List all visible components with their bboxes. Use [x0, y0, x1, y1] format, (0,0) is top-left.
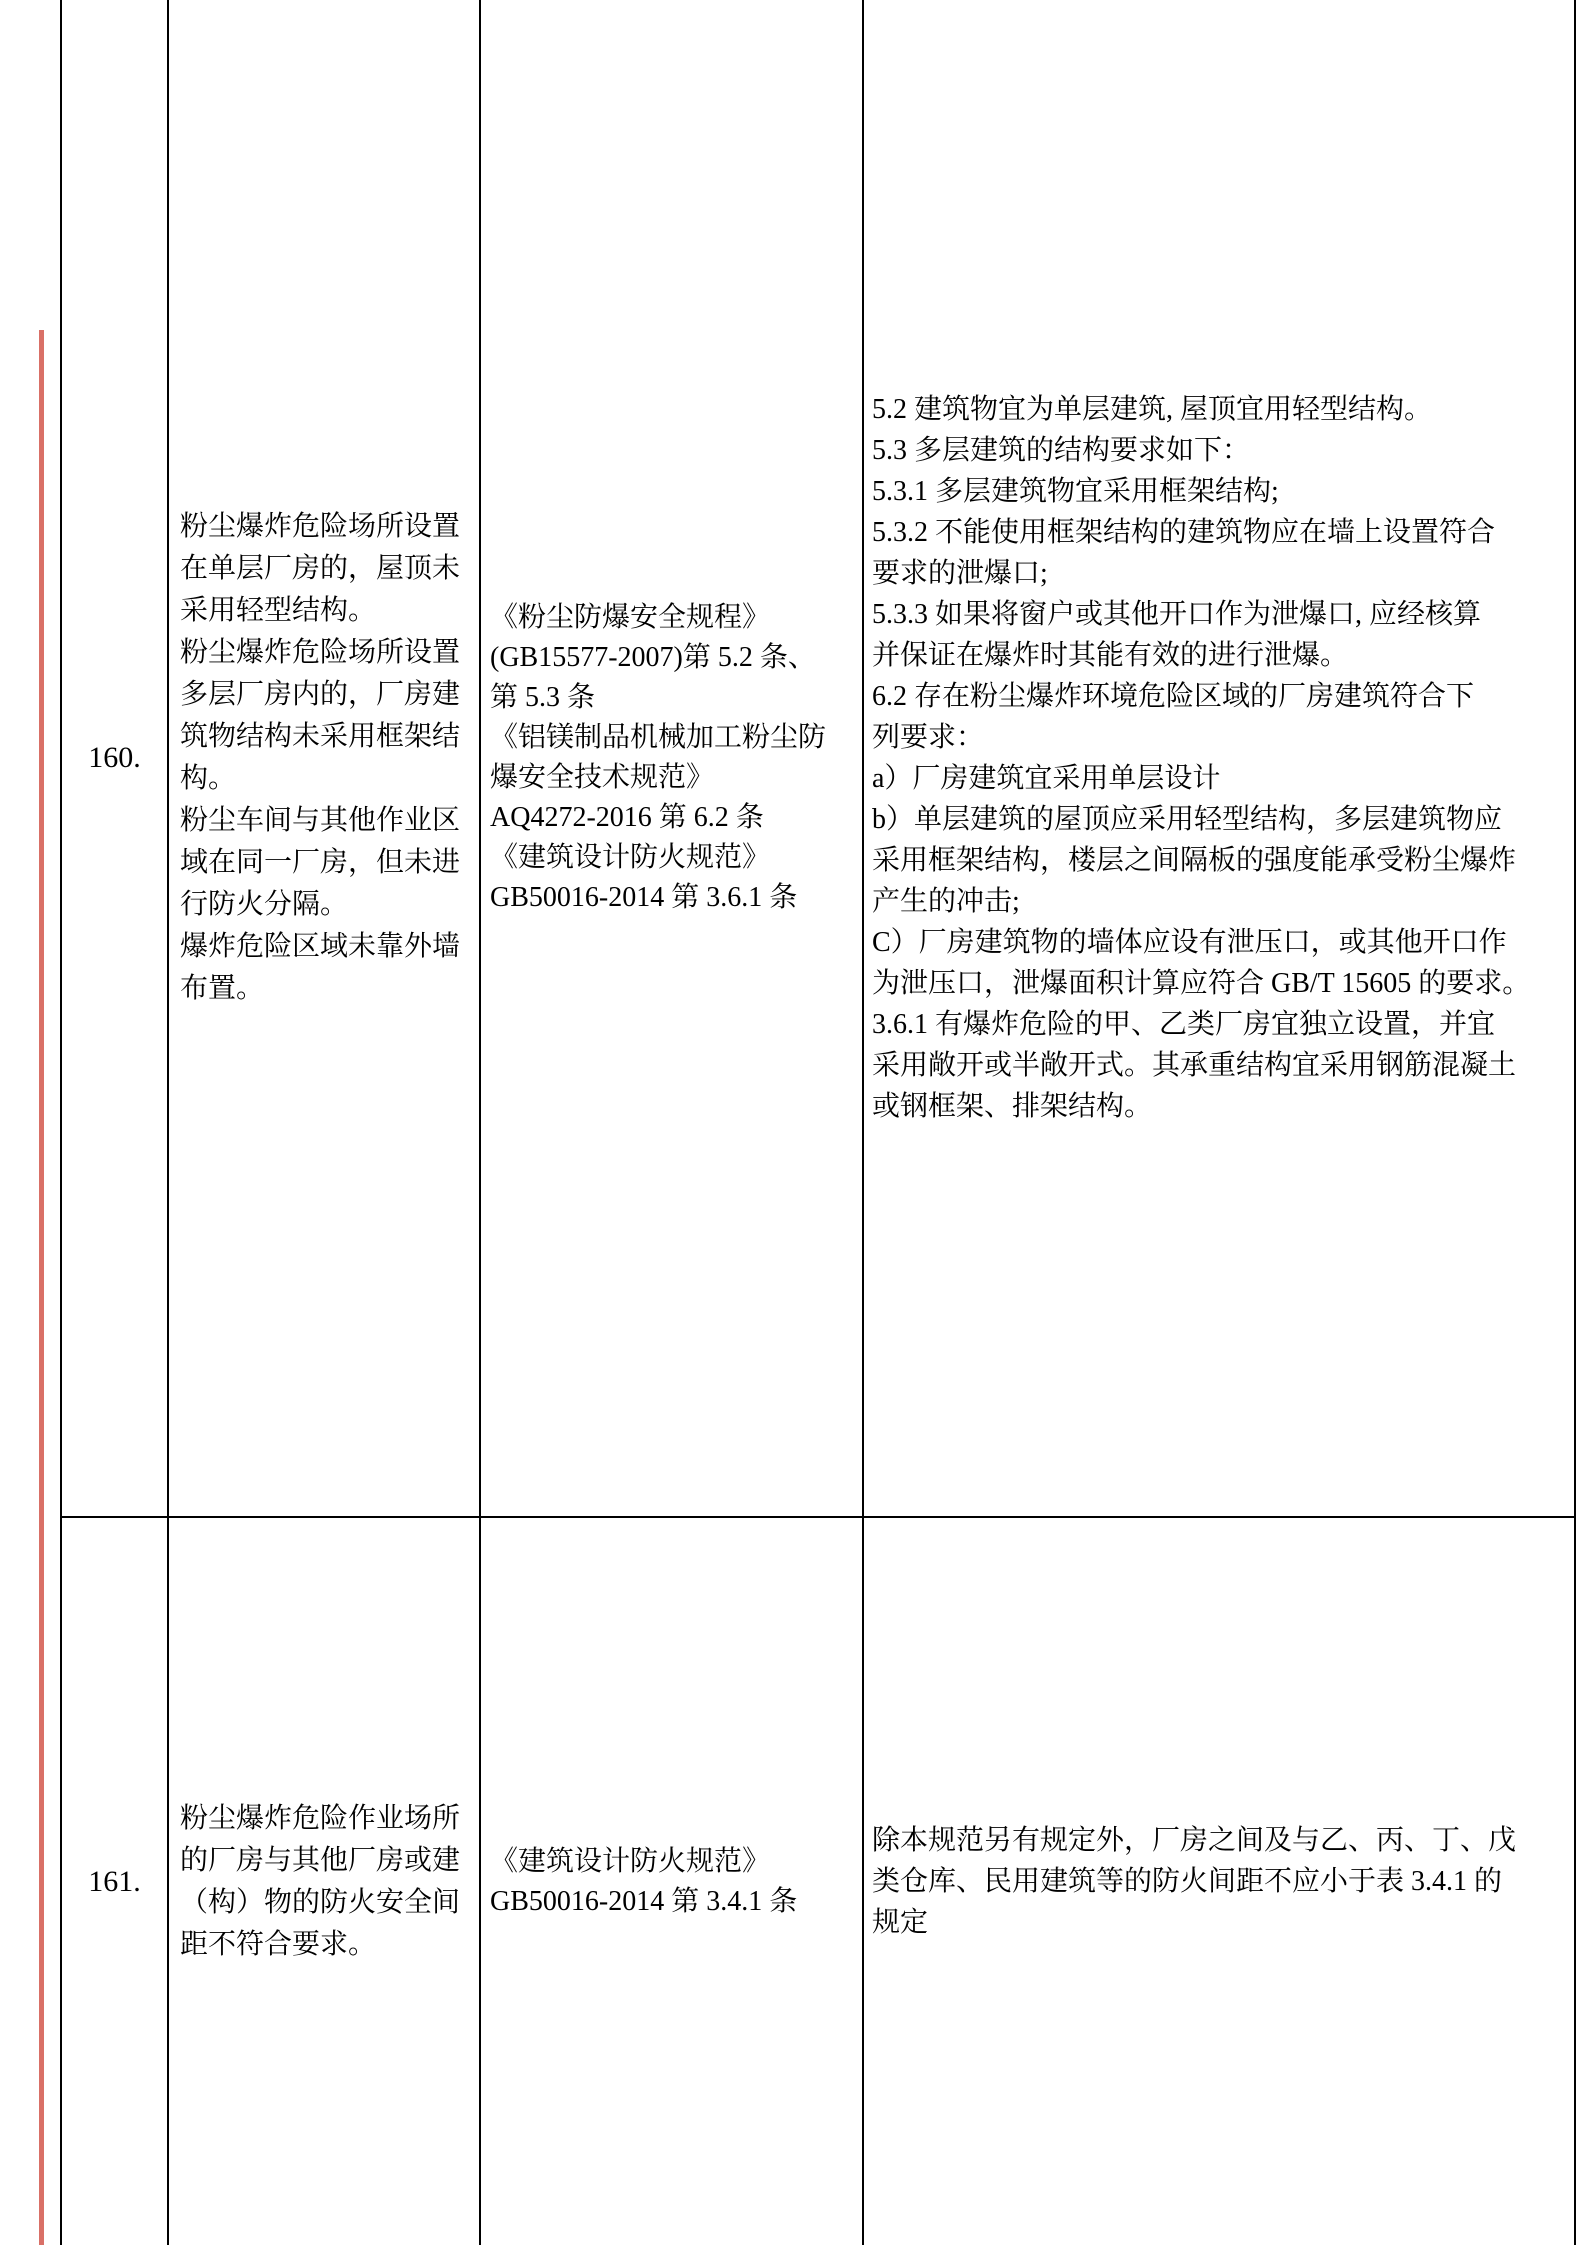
text-line: 列要求：	[872, 722, 985, 753]
text-line: 并保证在爆炸时其能有效的进行泄爆。	[872, 640, 1349, 671]
text-line: 第 5.3 条	[490, 682, 596, 713]
text-line: 要求的泄爆口;	[872, 558, 1048, 589]
text-line: 除本规范另有规定外，厂房之间及与乙、丙、丁、戊	[872, 1825, 1517, 1856]
text-line: 多层厂房内的，厂房建	[180, 679, 461, 710]
row-161-index-cell	[60, 1518, 167, 2245]
row-index: 160.	[88, 741, 141, 774]
text-line: GB50016-2014 第 3.6.1 条	[490, 882, 798, 913]
text-line: （构）物的防火安全间	[180, 1886, 461, 1918]
text-line: 类仓库、民用建筑等的防火间距不应小于表 3.4.1 的	[872, 1866, 1503, 1897]
text-line: 粉尘爆炸危险场所设置	[180, 511, 461, 542]
text-line: 或钢框架、排架结构。	[872, 1091, 1153, 1122]
text-line: 距不符合要求。	[180, 1928, 377, 1960]
text-line: 粉尘车间与其他作业区	[180, 805, 461, 836]
text-line: 6.2 存在粉尘爆炸环境危险区域的厂房建筑符合下	[872, 681, 1475, 712]
row-160-description-cell	[167, 0, 479, 1518]
text-line: 5.3.1 多层建筑物宜采用框架结构;	[872, 476, 1279, 507]
row-161-references-cell	[479, 1518, 862, 2245]
row-160-index-cell	[60, 0, 167, 1518]
text-line: GB50016-2014 第 3.4.1 条	[490, 1885, 798, 1917]
text-line: 产生的冲击;	[872, 886, 1020, 917]
text-line: 采用框架结构，楼层之间隔板的强度能承受粉尘爆炸	[872, 845, 1517, 876]
text-line: 5.3 多层建筑的结构要求如下：	[872, 435, 1251, 466]
text-line: 为泄压口，泄爆面积计算应符合 GB/T 15605 的要求。	[872, 968, 1531, 999]
text-line: 筑物结构未采用框架结	[180, 721, 461, 752]
text-line: 5.3.3 如果将窗户或其他开口作为泄爆口, 应经核算	[872, 599, 1482, 630]
text-line: 《铝镁制品机械加工粉尘防	[490, 722, 827, 753]
text-line: b）单层建筑的屋顶应采用轻型结构，多层建筑物应	[872, 804, 1503, 835]
row-160-references-cell	[479, 0, 862, 1518]
text-line: 布置。	[180, 973, 265, 1004]
text-line: 在单层厂房的，屋顶未	[180, 553, 461, 584]
row-160-content-cell	[862, 0, 1576, 1518]
text-line: 《粉尘防爆安全规程》	[490, 602, 771, 633]
text-line: 规定	[872, 1907, 929, 1938]
text-line: a）厂房建筑宜采用单层设计	[872, 763, 1221, 794]
row-161-content-cell	[862, 1518, 1576, 2245]
text-line: 3.6.1 有爆炸危险的甲、乙类厂房宜独立设置，并宜	[872, 1009, 1496, 1040]
text-line: C）厂房建筑物的墙体应设有泄压口，或其他开口作	[872, 927, 1507, 958]
text-line: 爆安全技术规范》	[490, 762, 715, 793]
row-161-description-cell	[167, 1518, 479, 2245]
text-line: 构。	[180, 763, 237, 794]
text-line: 的厂房与其他厂房或建	[180, 1844, 461, 1876]
text-line: 采用轻型结构。	[180, 595, 377, 626]
text-line: 5.2 建筑物宜为单层建筑, 屋顶宜用轻型结构。	[872, 394, 1433, 425]
findings-table	[60, 0, 1576, 2245]
text-line: (GB15577-2007)第 5.2 条、	[490, 642, 816, 673]
text-line: AQ4272-2016 第 6.2 条	[490, 802, 764, 833]
text-line: 粉尘爆炸危险作业场所	[180, 1802, 461, 1834]
text-line: 《建筑设计防火规范》	[490, 842, 771, 873]
row-index: 161.	[88, 1864, 141, 1898]
text-line: 《建筑设计防火规范》	[490, 1845, 771, 1877]
text-line: 行防火分隔。	[180, 889, 349, 920]
left-margin-rule	[39, 330, 44, 2245]
text-line: 粉尘爆炸危险场所设置	[180, 637, 461, 668]
text-line: 5.3.2 不能使用框架结构的建筑物应在墙上设置符合	[872, 517, 1496, 548]
text-line: 域在同一厂房，但未进	[180, 847, 461, 878]
text-line: 采用敞开或半敞开式。其承重结构宜采用钢筋混凝土	[872, 1050, 1517, 1081]
text-line: 爆炸危险区域未靠外墙	[180, 931, 461, 962]
